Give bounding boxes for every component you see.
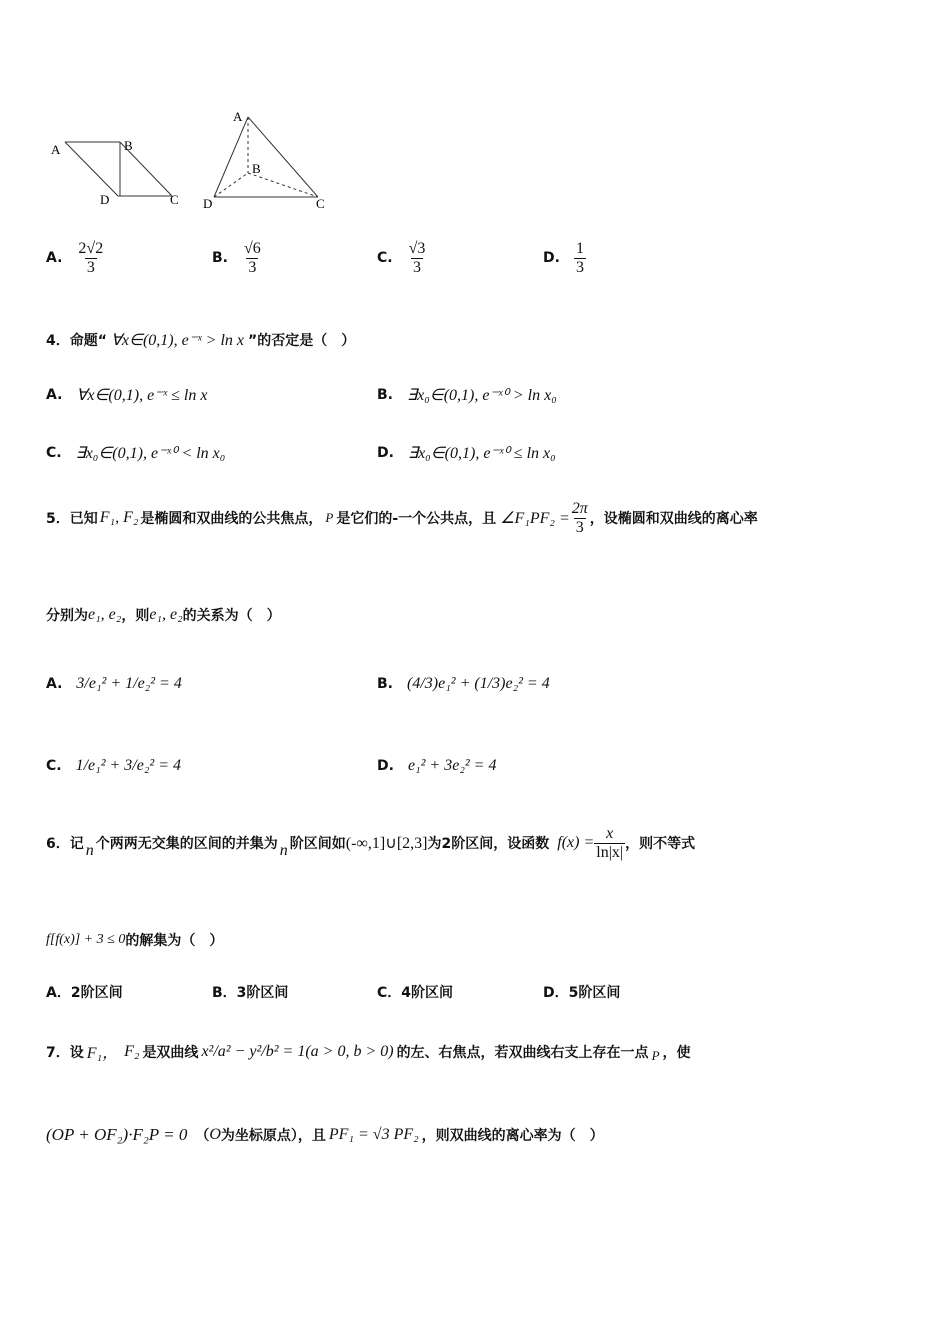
- origin-o: O: [209, 1126, 221, 1143]
- option-label: B.: [377, 676, 393, 692]
- option-formula: ∃x₀∈(0,1), e⁻ˣ⁰ ≤ ln x₀: [407, 445, 556, 462]
- option-formula: ∀x∈(0,1), e⁻ˣ ≤ ln x: [76, 387, 208, 404]
- q6-option-d[interactable]: [543, 982, 620, 1002]
- figure-right-tetrahedron: [200, 105, 340, 215]
- q3-option-c[interactable]: [377, 240, 427, 276]
- option-label: B.: [212, 250, 228, 267]
- stem-text: 为2阶区间，设函数: [427, 836, 550, 853]
- stem-text: 是它们的-一个公共点，且: [336, 511, 497, 528]
- angle-fraction: $\frac{2\pi}{3}$: [571, 500, 588, 536]
- q6-stem-line1: [46, 825, 695, 861]
- option-label: D.: [377, 758, 394, 774]
- option-label: A．: [46, 985, 71, 1001]
- stem-text: 记: [69, 836, 84, 853]
- stem-text: ，使: [662, 1044, 691, 1061]
- q5-option-b[interactable]: [377, 675, 550, 693]
- q5-stem-line2: [46, 605, 281, 625]
- angle-formula: ∠F₁PF₂ =: [500, 510, 570, 528]
- option-label: A.: [46, 250, 63, 267]
- option-label: C．: [377, 985, 402, 1001]
- option-formula: ∃x₀∈(0,1), e⁻ˣ⁰ > ln x₀: [407, 387, 557, 404]
- question-number: 4．: [46, 333, 70, 349]
- option-label: D．: [543, 985, 569, 1001]
- stem-text: ，则双曲线的离心率为（ ）: [421, 1128, 604, 1144]
- option-text: 4阶区间: [401, 985, 454, 1001]
- focus-f2: F₂: [124, 1042, 140, 1060]
- option-label: D.: [377, 445, 394, 461]
- stem-text: （: [195, 1128, 210, 1144]
- q6-stem-line2: [46, 930, 223, 950]
- inequality: f[f(x)] + 3 ≤ 0: [46, 932, 126, 947]
- label-d: D: [203, 196, 213, 211]
- option-text: 2阶区间: [70, 985, 123, 1001]
- option-fraction: $\frac{√6}{3}$: [244, 240, 261, 276]
- stem-text: 的解集为（ ）: [125, 933, 224, 949]
- question-number: 7．: [46, 1044, 70, 1061]
- q5-stem-line1: [46, 500, 758, 536]
- distance-relation: PF₁ = √3 PF₂: [328, 1126, 419, 1143]
- label-b: B: [124, 138, 133, 153]
- stem-text: 是双曲线: [142, 1044, 199, 1061]
- option-label: C.: [46, 758, 62, 774]
- label-c: C: [170, 192, 179, 207]
- stem-text: 为坐标原点），且: [220, 1128, 326, 1144]
- q5-option-c[interactable]: [46, 757, 181, 775]
- point-p: P: [651, 1047, 660, 1063]
- stem-text: 的关系为（ ）: [182, 608, 281, 624]
- interval-example: (-∞,1]∪[2,3]: [345, 835, 428, 853]
- label-c: C: [316, 196, 325, 211]
- option-label: C.: [46, 445, 62, 461]
- option-label: D.: [543, 250, 560, 267]
- option-fraction: $\frac{2√2}{3}$: [78, 240, 104, 276]
- q6-option-b[interactable]: [212, 982, 288, 1002]
- stem-text: ，则: [121, 608, 150, 624]
- point-p: P: [325, 510, 334, 526]
- option-label: A.: [46, 387, 63, 403]
- q6-option-c[interactable]: [377, 982, 453, 1002]
- q4-option-d[interactable]: [377, 443, 556, 463]
- variable-n: n: [85, 842, 94, 860]
- option-fraction: $\frac{1}{3}$: [575, 240, 584, 276]
- label-b: B: [252, 161, 261, 176]
- q6-option-a[interactable]: [46, 982, 123, 1002]
- stem-text: ，设椭圆和双曲线的离心率: [589, 511, 758, 528]
- eccentricities: e₁, e₂: [88, 606, 122, 623]
- stem-text: 命题“: [69, 333, 107, 349]
- label-d: D: [100, 192, 110, 207]
- stem-text: ”的否定是（ ）: [248, 333, 356, 349]
- option-text: 3阶区间: [236, 985, 289, 1001]
- q4-option-c[interactable]: [46, 443, 225, 463]
- option-text: 5阶区间: [568, 985, 621, 1001]
- stem-text: 是椭圆和双曲线的公共焦点，: [140, 511, 323, 528]
- stem-formula: ∀x∈(0,1), e⁻ˣ > ln x: [110, 332, 244, 349]
- option-label: A.: [46, 676, 63, 692]
- q3-option-d[interactable]: [543, 240, 586, 276]
- q4-option-b[interactable]: [377, 385, 557, 405]
- stem-text: 分别为: [46, 608, 88, 624]
- option-formula: (4/3)e₁² + (1/3)e₂² = 4: [407, 675, 550, 692]
- q3-option-b[interactable]: [212, 240, 263, 276]
- stem-text: 已知: [69, 511, 98, 528]
- q3-option-a[interactable]: [46, 240, 105, 276]
- stem-text: ，则不等式: [625, 836, 696, 853]
- option-fraction: $\frac{√3}{3}$: [408, 240, 426, 276]
- focus-f1: F₁，: [86, 1045, 119, 1062]
- option-label: B．: [212, 985, 237, 1001]
- hyperbola-equation: x²/a² − y²/b² = 1(a > 0, b > 0): [201, 1042, 394, 1060]
- q7-stem-line2: [46, 1125, 604, 1145]
- question-number: 5．: [46, 511, 70, 528]
- question-number: 6．: [46, 836, 70, 853]
- function-fraction: $\frac{x}{\ln|x|}$: [596, 825, 624, 861]
- q5-option-a[interactable]: [46, 675, 182, 693]
- stem-text: 个两两无交集的区间的并集为: [95, 836, 278, 853]
- option-label: B.: [377, 387, 393, 403]
- stem-text: 设: [69, 1044, 84, 1061]
- stem-text: 的左、右焦点，若双曲线右支上存在一点: [396, 1044, 649, 1061]
- option-formula: 3/e₁² + 1/e₂² = 4: [76, 675, 182, 692]
- eccentricities: e₁, e₂: [149, 606, 183, 623]
- q7-stem-line1: [46, 1040, 691, 1063]
- option-label: C.: [377, 250, 393, 267]
- option-formula: 1/e₁² + 3/e₂² = 4: [75, 757, 181, 774]
- q5-option-d[interactable]: [377, 757, 496, 775]
- option-formula: ∃x₀∈(0,1), e⁻ˣ⁰ < ln x₀: [75, 445, 226, 462]
- foci: F₁, F₂: [99, 509, 139, 527]
- label-a: A: [233, 109, 243, 124]
- figure-left-quadrilateral: [40, 130, 190, 210]
- q4-stem: [46, 330, 355, 350]
- function-def: f(x) =: [557, 834, 595, 852]
- option-formula: e₁² + 3e₂² = 4: [407, 757, 497, 774]
- variable-n: n: [279, 842, 288, 860]
- stem-text: 阶区间如: [289, 836, 346, 853]
- label-a: A: [51, 142, 61, 157]
- q4-option-a[interactable]: [46, 385, 207, 405]
- vector-equation: (OP + OF₂)·F₂P = 0: [46, 1125, 188, 1144]
